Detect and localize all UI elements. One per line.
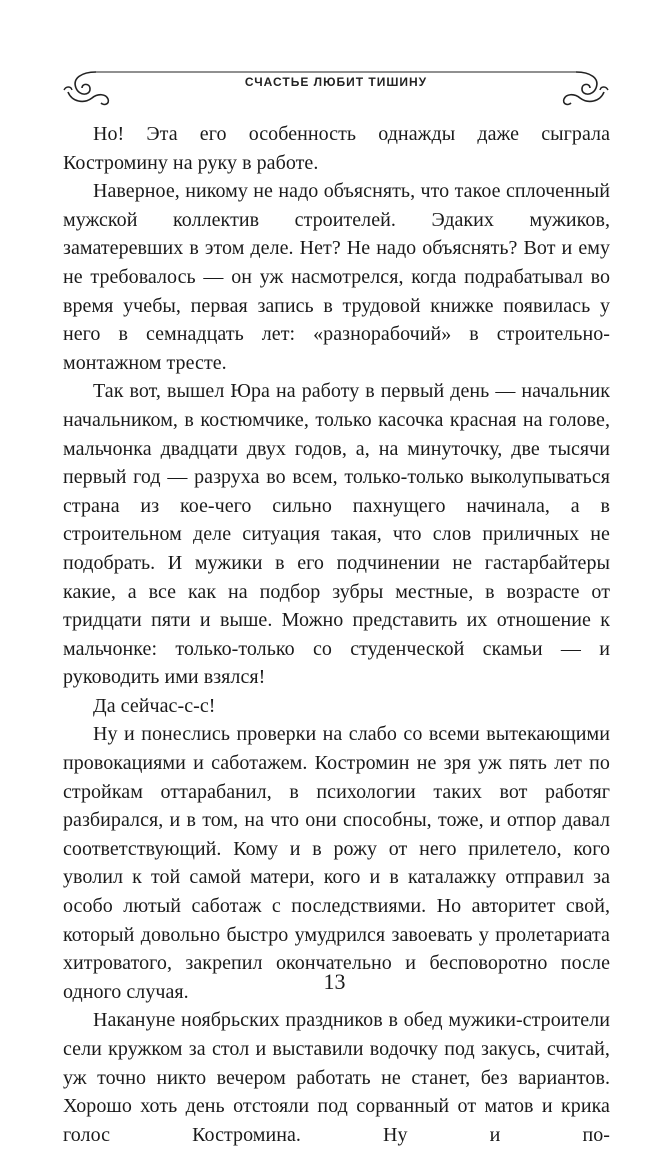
paragraph: Да сейчас-с-с!	[93, 694, 216, 717]
paragraph: Накануне ноябрьских праздников в обед мужики-строители сели кружком за стол и выставили водочку под закусь, считай, уж точно никто вечером работать не станет, без вариантов. Хорошо хоть день отстояли под сорванный от матов и крика голос Костромина. Ну и по-	[63, 1009, 610, 1146]
paragraph: Наверное, никому не надо объяснять, что такое сплоченный мужской коллектив строителей. Эдаких мужиков, заматеревших в этом деле. Нет? Не надо объяснять? Вот и ему не требовалось — он уж насмотрелся, когда подрабатывал во время учебы, первая запись в трудовой книжке появилась у него в семнадцать лет: «разнорабочий» в строительно-монтажном тресте.	[63, 180, 610, 374]
running-header	[62, 68, 610, 112]
paragraph: Ну и понеслись проверки на слабо со всеми вытекающими провокациями и саботажем. Костромин не зря уж пять лет по стройкам оттарабанил, в психологии таких вот работяг разбирался, и в том, на что они способны, тоже, и отпор давал соответствующий. Кому и в рожу от него прилетело, кого уволил к той самой матери, кого и в каталажку отправил за особо лютый саботаж с последствиями. Но авторитет свой, который довольно быстро умудрился завоевать у пролетариата хитроватого, закрепил окончательно и бесповоротно после одного случая.	[63, 723, 610, 1003]
running-title: СЧАСТЬЕ ЛЮБИТ ТИШИНУ	[244, 75, 428, 89]
paragraph: Но! Эта его особенность однажды даже сыграла Костромину на руку в работе.	[63, 123, 610, 174]
page-number: 13	[323, 969, 346, 994]
paragraph: Так вот, вышел Юра на работу в первый день — начальник начальником, в костюмчике, только касочка красная на голове, мальчонка двадцати двух годов, а, на минуточку, две тысячи первый год — разруха во всем, только-только выколупываться страна из кое-чего сильно пахнущего начинала, а в строительном деле ситуация такая, что слов приличных не подобрать. И мужики в его подчинении не гастарбайтеры какие, а все как на подбор зубры местные, в возрасте от тридцати пяти и выше. Можно представить их отношение к мальчонке: только-только со студенческой скамьи — и руководить ими взялся!	[63, 380, 610, 689]
